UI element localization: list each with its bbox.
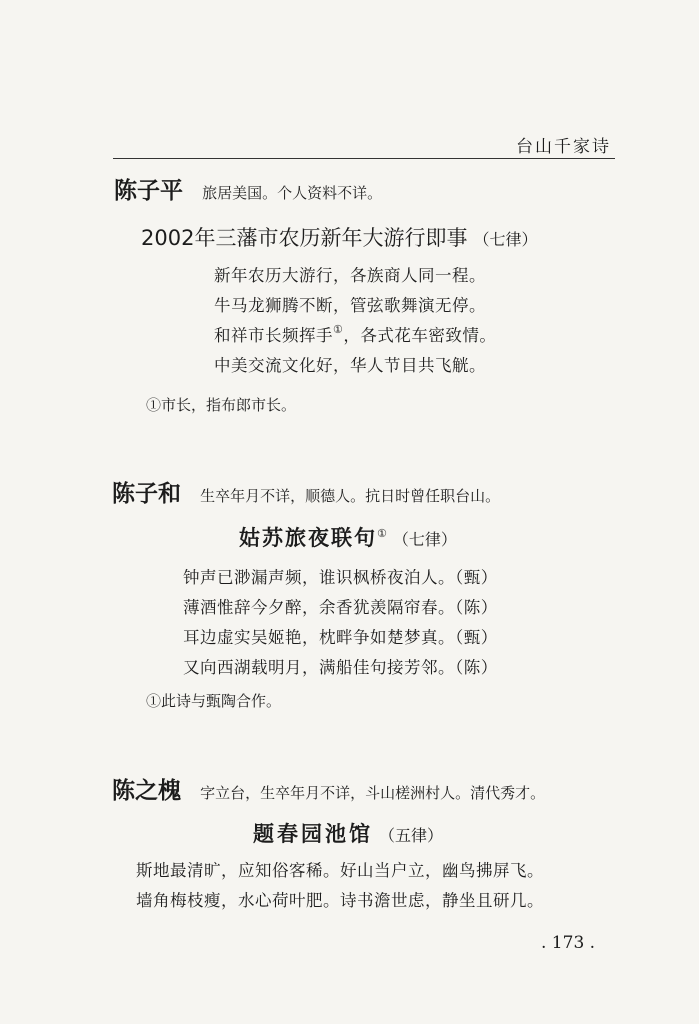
author-entry-2: [112, 475, 500, 508]
poem-line: 中美交流文化好，华人节目共飞觥。: [214, 356, 486, 375]
footnote-marker: ①: [333, 323, 344, 336]
poem-line-part: 和祥市长频挥手: [214, 326, 333, 345]
author-name: 陈之槐: [112, 778, 181, 804]
poem-line-part: ，各式花车密致情。: [343, 326, 497, 345]
author-name: 陈子和: [112, 481, 181, 507]
poem-title-text: 2002年三藩市农历新年大游行即事: [141, 226, 468, 250]
poem-form: （七律）: [473, 230, 538, 249]
poem-title-text: 题春园池馆: [253, 822, 373, 846]
poem-line: 斯地最清旷，应知俗客稀。好山当户立，幽鸟拂屏飞。: [136, 861, 544, 880]
footnote: ①此诗与甄陶合作。: [146, 692, 282, 710]
poem-line: 薄酒惟辞今夕醉，余香犹羡隔帘春。（陈）: [183, 598, 498, 617]
poem-title-2: [239, 522, 457, 552]
author-bio: 生卒年月不详，顺德人。抗日时曾任职台山。: [200, 487, 501, 505]
poem-form: （七律）: [392, 530, 457, 549]
poem-line: 钟声已渺漏声频，谁识枫桥夜泊人。（甄）: [183, 568, 498, 587]
poem-line: 耳边虚实吴姬艳，枕畔争如楚梦真。（甄）: [183, 628, 498, 647]
poem-title-text: 姑苏旅夜联句: [239, 526, 377, 550]
author-entry-3: [112, 772, 545, 805]
poem-title-3: [253, 818, 443, 848]
poem-line: [214, 322, 496, 346]
author-bio: 旅居美国。个人资料不详。: [202, 184, 383, 202]
page-number: . 173 .: [541, 933, 596, 953]
poem-form: （五律）: [379, 826, 444, 845]
poem-line: 牛马龙狮腾不断，管弦歌舞演无停。: [214, 296, 486, 315]
poem-line: 墙角梅枝瘦，水心荷叶肥。诗书澹世虑，静坐且研几。: [136, 891, 544, 910]
poem-title-1: [141, 222, 537, 252]
poem-line: 又向西湖载明月，满船佳句接芳邻。（陈）: [183, 658, 498, 677]
header-rule: [113, 158, 615, 159]
footnote-marker: ①: [377, 527, 387, 540]
author-entry-1: [114, 172, 382, 205]
poem-line: 新年农历大游行，各族商人同一程。: [214, 266, 486, 285]
book-title: 台山千家诗: [516, 137, 611, 157]
footnote: ①市长，指布郎市长。: [146, 396, 297, 414]
author-name: 陈子平: [114, 178, 183, 204]
author-bio: 字立台，生卒年月不详，斗山槎洲村人。清代秀才。: [200, 784, 546, 802]
